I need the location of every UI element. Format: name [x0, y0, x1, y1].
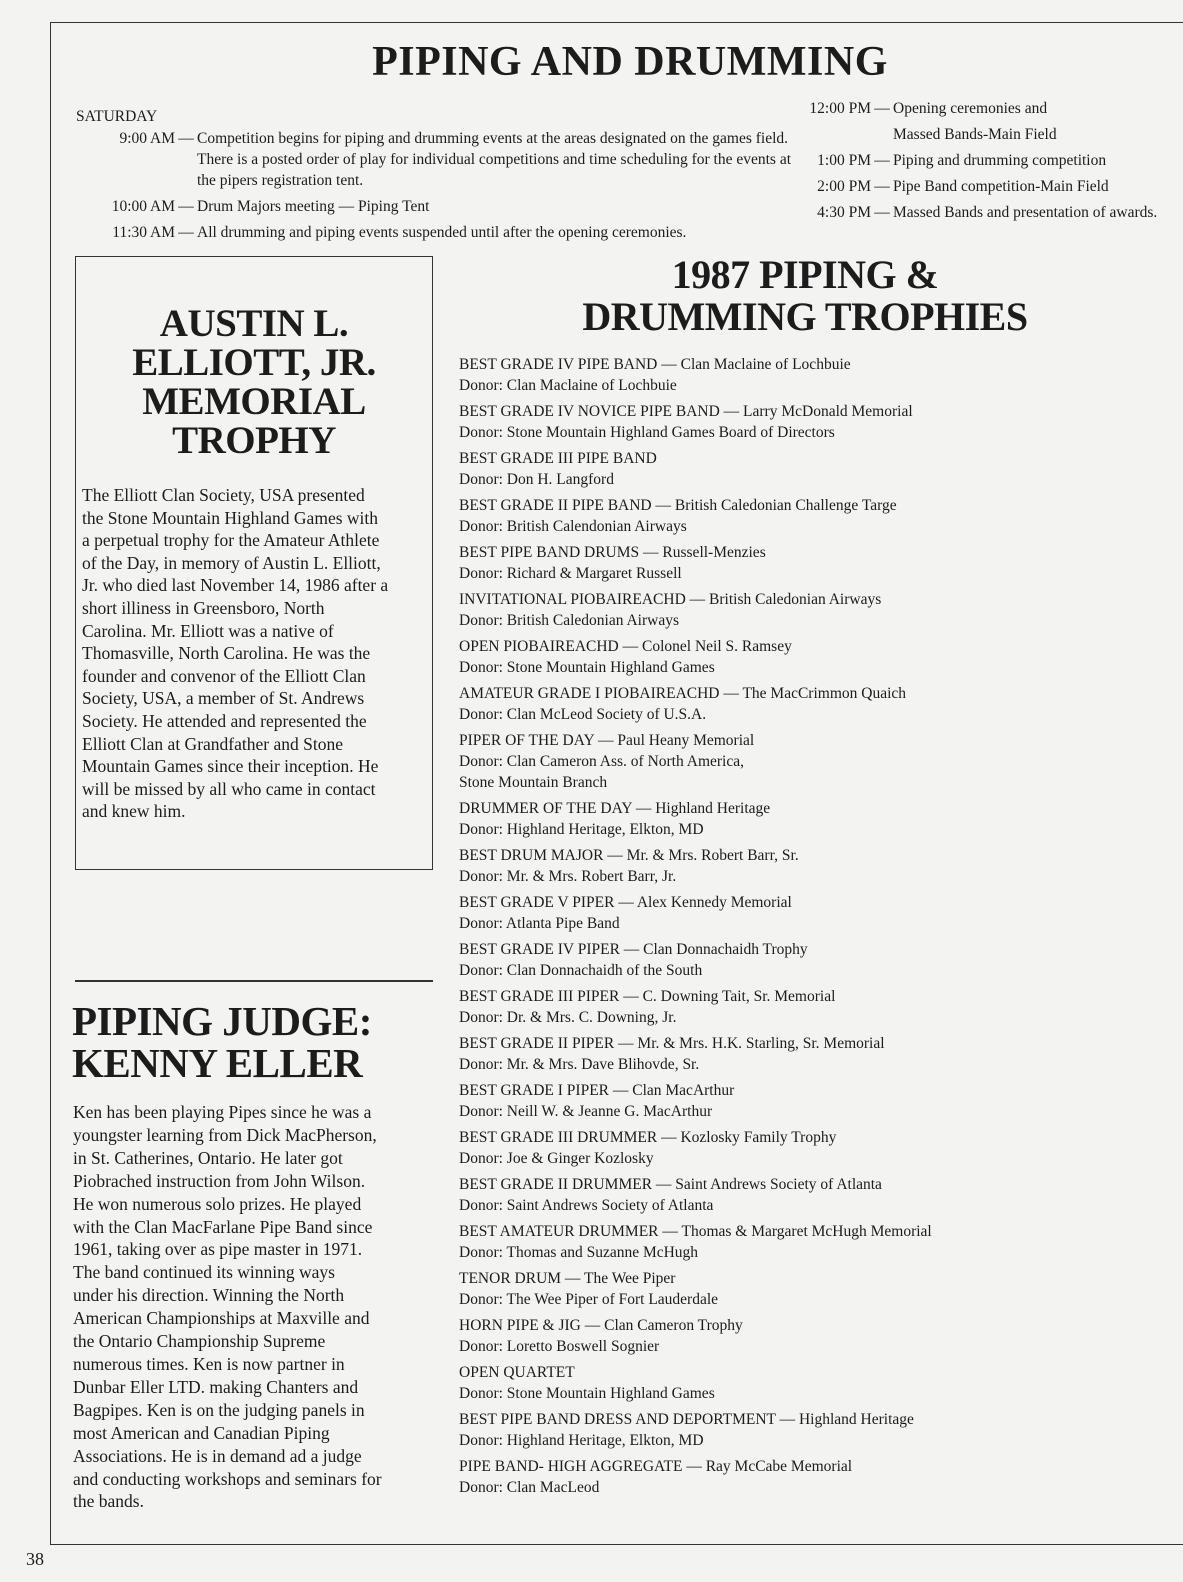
trophy-entry — [459, 730, 1159, 793]
memorial-title-line: AUSTIN L. — [159, 302, 349, 345]
trophy-donor: Donor: Mr. & Mrs. Robert Barr, Jr. — [459, 868, 677, 885]
section-divider — [75, 980, 433, 982]
body-line: and knew him. — [82, 801, 186, 822]
trophy-award: BEST GRADE II DRUMMER — Saint Andrews Society of Atlanta — [459, 1176, 882, 1193]
body-line: Mountain Games since their inception. He — [82, 756, 379, 777]
schedule-day: SATURDAY — [76, 108, 158, 125]
trophy-entry — [459, 892, 1159, 934]
trophy-award: PIPE BAND- HIGH AGGREGATE — Ray McCabe Memorial — [459, 1458, 853, 1475]
trophy-award: BEST GRADE IV PIPER — Clan Donnachaidh Trophy — [459, 941, 808, 958]
body-line: The band continued its winning ways — [73, 1262, 335, 1283]
trophy-entry — [459, 542, 1159, 584]
trophy-entry — [459, 1080, 1159, 1122]
schedule-item-continued — [785, 122, 1183, 148]
judge-title-line: KENNY ELLER — [72, 1040, 363, 1086]
trophy-entry — [459, 495, 1159, 537]
body-line: American Championships at Maxville and — [73, 1308, 370, 1329]
schedule-desc: Massed Bands-Main Field — [893, 126, 1057, 143]
trophy-entry — [459, 986, 1159, 1028]
trophy-award: OPEN QUARTET — [459, 1364, 575, 1381]
trophy-award: BEST GRADE III DRUMMER — Kozlosky Family Trophy — [459, 1129, 837, 1146]
body-line: will be missed by all who came in contact — [82, 778, 376, 799]
schedule-time: 4:30 PM — [817, 204, 871, 221]
trophy-award: BEST GRADE IV NOVICE PIPE BAND — Larry McDonald Memorial — [459, 403, 913, 420]
trophy-donor: Donor: Don H. Langford — [459, 471, 614, 488]
body-line: The Elliott Clan Society, USA presented — [82, 485, 365, 505]
schedule-time: 1:00 PM — [817, 152, 871, 169]
body-line: of the Day, in memory of Austin L. Elliott, — [82, 552, 381, 573]
trophy-entry — [459, 354, 1159, 396]
em-dash: — — [178, 130, 194, 147]
schedule-desc: Massed Bands and presentation of awards. — [893, 204, 1158, 221]
schedule-item — [76, 128, 796, 191]
trophy-donor: Donor: Saint Andrews Society of Atlanta — [459, 1197, 714, 1214]
body-line: Piobrached instruction from John Wilson. — [73, 1170, 366, 1191]
schedule-time: 9:00 AM — [119, 130, 175, 147]
trophy-donor: Donor: Richard & Margaret Russell — [459, 565, 682, 582]
trophy-entry — [459, 401, 1159, 443]
schedule-time: 2:00 PM — [817, 178, 871, 195]
trophy-entry — [459, 448, 1159, 490]
memorial-title — [75, 304, 433, 460]
trophy-award: BEST GRADE III PIPE BAND — [459, 450, 657, 467]
body-line: Ken has been playing Pipes since he was a — [73, 1102, 372, 1122]
body-line: the Ontario Championship Supreme — [73, 1331, 326, 1352]
body-line: a perpetual trophy for the Amateur Athlete — [82, 530, 380, 551]
trophy-donor: Donor: Neill W. & Jeanne G. MacArthur — [459, 1103, 713, 1120]
trophy-donor: Donor: Clan Maclaine of Lochbuie — [459, 377, 677, 394]
schedule-desc: All drumming and piping events suspended until after the opening ceremonies. — [197, 224, 687, 241]
schedule-desc: Pipe Band competition-Main Field — [893, 178, 1109, 195]
em-dash: — — [178, 224, 194, 241]
body-line: Carolina. Mr. Elliott was a native of — [82, 620, 334, 641]
trophy-award: AMATEUR GRADE I PIOBAIREACHD — The MacCrimmon Quaich — [459, 685, 907, 702]
body-line: Society, USA, a member of St. Andrews — [82, 688, 365, 709]
body-line: in St. Catherines, Ontario. He later got — [73, 1147, 343, 1168]
judge-body — [73, 1101, 431, 1513]
schedule-right — [785, 96, 1183, 226]
trophy-entry — [459, 1268, 1159, 1310]
schedule-item — [785, 148, 1183, 174]
body-line: He won numerous solo prizes. He played — [73, 1193, 362, 1214]
trophy-donor: Donor: Highland Heritage, Elkton, MD — [459, 821, 704, 838]
trophy-donor: Donor: Stone Mountain Highland Games — [459, 659, 715, 676]
trophy-donor: Donor: Clan Cameron Ass. of North America, — [459, 753, 744, 770]
trophy-entry — [459, 683, 1159, 725]
trophy-donor: Donor: Thomas and Suzanne McHugh — [459, 1244, 699, 1261]
body-line: 1961, taking over as pipe master in 1971. — [73, 1239, 363, 1260]
trophy-donor: Donor: Joe & Ginger Kozlosky — [459, 1150, 654, 1167]
trophy-entry — [459, 1362, 1159, 1404]
em-dash: — — [178, 198, 194, 215]
trophy-award: DRUMMER OF THE DAY — Highland Heritage — [459, 800, 771, 817]
judge-title — [72, 1000, 452, 1084]
trophy-donor-continued: Stone Mountain Branch — [459, 774, 608, 791]
trophy-entry — [459, 1033, 1159, 1075]
body-line: the Stone Mountain Highland Games with — [82, 507, 379, 528]
trophy-entry — [459, 636, 1159, 678]
body-line: Jr. who died last November 14, 1986 after a — [82, 575, 389, 596]
body-line: youngster learning from Dick MacPherson, — [73, 1124, 377, 1145]
memorial-title-line: ELLIOTT, JR. — [132, 341, 376, 384]
trophy-award: INVITATIONAL PIOBAIREACHD — British Caledonian Airways — [459, 591, 882, 608]
trophy-award: OPEN PIOBAIREACHD — Colonel Neil S. Ramsey — [459, 638, 792, 655]
body-line: under his direction. Winning the North — [73, 1285, 345, 1306]
trophy-award: BEST GRADE I PIPER — Clan MacArthur — [459, 1082, 735, 1099]
schedule-item — [76, 222, 796, 243]
body-line: Elliott Clan at Grandfather and Stone — [82, 733, 343, 754]
schedule-desc: Competition begins for piping and drumming events at the areas designated on the games field. There is a posted order of play for individual competitions and time scheduling for the events at the pipers registration tent. — [197, 130, 792, 189]
schedule-time: 12:00 PM — [809, 100, 871, 117]
page-number: 38 — [26, 1549, 44, 1569]
trophy-list — [459, 354, 1159, 1503]
schedule-left — [76, 106, 796, 248]
memorial-body — [82, 484, 430, 823]
trophy-entry — [459, 589, 1159, 631]
trophy-donor: Donor: Atlanta Pipe Band — [459, 915, 620, 932]
trophy-award: BEST PIPE BAND DRUMS — Russell-Menzies — [459, 544, 766, 561]
trophy-award: TENOR DRUM — The Wee Piper — [459, 1270, 676, 1287]
em-dash: — — [874, 100, 890, 117]
em-dash: — — [874, 178, 890, 195]
schedule-desc: Piping and drumming competition — [893, 152, 1107, 169]
trophy-award: BEST AMATEUR DRUMMER — Thomas & Margaret McHugh Memorial — [459, 1223, 932, 1240]
trophy-donor: Donor: Highland Heritage, Elkton, MD — [459, 1432, 704, 1449]
trophy-entry — [459, 939, 1159, 981]
trophy-donor: Donor: Dr. & Mrs. C. Downing, Jr. — [459, 1009, 677, 1026]
schedule-item — [76, 196, 796, 217]
trophy-entry — [459, 1315, 1159, 1357]
trophy-donor: Donor: Clan McLeod Society of U.S.A. — [459, 706, 707, 723]
trophy-award: BEST GRADE II PIPE BAND — British Caledonian Challenge Targe — [459, 497, 897, 514]
page-title: PIPING AND DRUMMING — [372, 39, 888, 85]
trophy-award: PIPER OF THE DAY — Paul Heany Memorial — [459, 732, 755, 749]
em-dash: — — [874, 204, 890, 221]
schedule-time: 10:00 AM — [111, 198, 175, 215]
trophy-entry — [459, 1174, 1159, 1216]
schedule-item — [785, 96, 1183, 122]
trophy-entry — [459, 798, 1159, 840]
trophy-donor: Donor: The Wee Piper of Fort Lauderdale — [459, 1291, 719, 1308]
trophy-donor: Donor: Mr. & Mrs. Dave Blihovde, Sr. — [459, 1056, 700, 1073]
memorial-title-line: TROPHY — [172, 419, 336, 462]
trophy-donor: Donor: Clan Donnachaidh of the South — [459, 962, 703, 979]
trophy-entry — [459, 1127, 1159, 1169]
body-line: most American and Canadian Piping — [73, 1422, 330, 1443]
judge-title-line: PIPING JUDGE: — [72, 998, 372, 1044]
schedule-time: 11:30 AM — [112, 224, 175, 241]
body-line: Associations. He is in demand ad a judge — [73, 1445, 362, 1466]
trophy-entry — [459, 1409, 1159, 1451]
trophy-award: HORN PIPE & JIG — Clan Cameron Trophy — [459, 1317, 743, 1334]
schedule-item — [785, 200, 1183, 226]
em-dash: — — [874, 152, 890, 169]
trophy-donor: Donor: Stone Mountain Highland Games Board of Directors — [459, 424, 835, 441]
trophy-entry — [459, 1221, 1159, 1263]
trophy-award: BEST GRADE V PIPER — Alex Kennedy Memorial — [459, 894, 792, 911]
body-line: Dunbar Eller LTD. making Chanters and — [73, 1376, 359, 1397]
trophy-award: BEST GRADE IV PIPE BAND — Clan Maclaine of Lochbuie — [459, 356, 851, 373]
schedule-desc: Drum Majors meeting — Piping Tent — [197, 198, 430, 215]
trophy-donor: Donor: British Calendonian Airways — [459, 518, 687, 535]
trophy-donor: Donor: Loretto Boswell Sognier — [459, 1338, 660, 1355]
trophies-title-line: DRUMMING TROPHIES — [582, 294, 1028, 339]
trophy-donor: Donor: Clan MacLeod — [459, 1479, 600, 1496]
trophies-title — [560, 254, 1050, 338]
trophy-donor: Donor: Stone Mountain Highland Games — [459, 1385, 715, 1402]
body-line: short illiness in Greensboro, North — [82, 597, 325, 618]
body-line: founder and convenor of the Elliott Clan — [82, 665, 366, 686]
body-line: the bands. — [73, 1491, 144, 1512]
schedule-item — [785, 174, 1183, 200]
body-line: Thomasville, North Carolina. He was the — [82, 643, 371, 664]
trophy-award: BEST GRADE II PIPER — Mr. & Mrs. H.K. Starling, Sr. Memorial — [459, 1035, 885, 1052]
body-line: with the Clan MacFarlane Pipe Band since — [73, 1216, 373, 1237]
trophies-title-line: 1987 PIPING & — [671, 252, 939, 297]
trophy-entry — [459, 1456, 1159, 1498]
trophy-award: BEST DRUM MAJOR — Mr. & Mrs. Robert Barr, Sr. — [459, 847, 799, 864]
schedule-desc: Opening ceremonies and — [893, 100, 1048, 117]
memorial-title-line: MEMORIAL — [142, 380, 366, 423]
body-line: numerous times. Ken is now partner in — [73, 1353, 345, 1374]
trophy-award: BEST PIPE BAND DRESS AND DEPORTMENT — Highland Heritage — [459, 1411, 914, 1428]
trophy-donor: Donor: British Caledonian Airways — [459, 612, 679, 629]
trophy-award: BEST GRADE III PIPER — C. Downing Tait, Sr. Memorial — [459, 988, 836, 1005]
trophy-entry — [459, 845, 1159, 887]
body-line: Bagpipes. Ken is on the judging panels in — [73, 1399, 365, 1420]
body-line: and conducting workshops and seminars for — [73, 1468, 382, 1489]
body-line: Society. He attended and represented the — [82, 710, 367, 731]
